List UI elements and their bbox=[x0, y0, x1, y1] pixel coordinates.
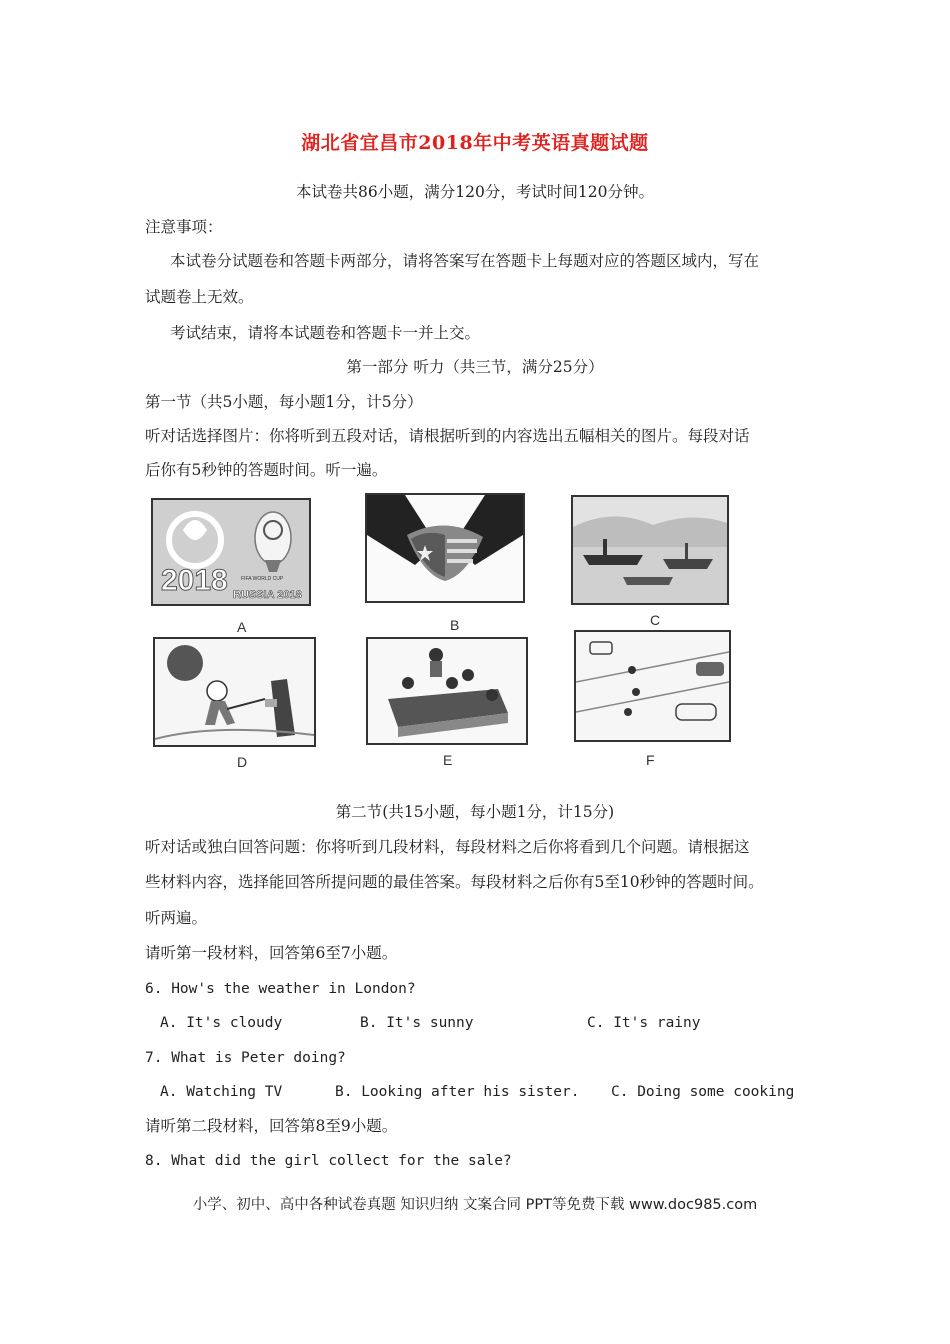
exam-intro: 本试卷共86小题，满分120分，考试时间120分钟。 bbox=[296, 183, 654, 201]
picture-b-label: B bbox=[450, 617, 460, 633]
river-boats-image bbox=[573, 497, 727, 603]
part1-heading: 第一部分 听力（共三节，满分25分） bbox=[346, 358, 604, 376]
page-footer: 小学、初中、高中各种试卷真题 知识归纳 文案合同 PPT等免费下载 www.doc985.com bbox=[192, 1197, 758, 1213]
question-7: 7. What is Peter doing? bbox=[145, 1050, 346, 1066]
picture-f-label: F bbox=[646, 752, 655, 768]
q6-option-c: C. It's rainy bbox=[587, 1015, 701, 1031]
q6-option-a: A. It's cloudy bbox=[160, 1015, 283, 1031]
q7-option-b: B. Looking after his sister. bbox=[335, 1084, 580, 1100]
section2-desc-b: 些材料内容，选择能回答所提问题的最佳答案。每段材料之后你有5至10秒钟的答题时间。 bbox=[145, 873, 764, 891]
picture-a bbox=[151, 498, 311, 606]
section2-heading: 第二节(共15小题，每小题1分，计15分) bbox=[335, 803, 615, 821]
notice-line-2: 考试结束，请将本试题卷和答题卡一并上交。 bbox=[170, 324, 481, 342]
street-crossing-image bbox=[576, 632, 729, 740]
picture-a-label: A bbox=[237, 619, 247, 635]
page-title: 湖北省宜昌市2018年中考英语真题试题 bbox=[301, 132, 649, 154]
picture-d bbox=[153, 637, 316, 747]
material-1-instruction: 请听第一段材料，回答第6至7小题。 bbox=[145, 944, 398, 962]
question-8: 8. What did the girl collect for the sale? bbox=[145, 1153, 512, 1169]
q6-option-b: B. It's sunny bbox=[360, 1015, 474, 1031]
picture-e-label: E bbox=[443, 752, 453, 768]
section2-desc-c: 听两遍。 bbox=[145, 909, 208, 927]
picture-d-label: D bbox=[237, 754, 248, 770]
logo-russia-text: RUSSIA 2018 bbox=[233, 589, 302, 601]
picture-c bbox=[571, 495, 729, 605]
picture-b bbox=[365, 493, 525, 603]
section1-heading: 第一节（共5小题，每小题1分，计5分） bbox=[145, 393, 423, 411]
notice-line-1b: 试题卷上无效。 bbox=[145, 288, 254, 306]
question-6: 6. How's the weather in London? bbox=[145, 981, 416, 997]
q7-option-a: A. Watching TV bbox=[160, 1084, 283, 1100]
cup-caption-text: FIFA WORLD CUP bbox=[241, 576, 284, 582]
handshake-flags-image bbox=[367, 495, 523, 601]
notice-line-1a: 本试卷分试题卷和答题卡两部分，请将答案写在答题卡上每题对应的答题区域内，写在 bbox=[170, 252, 760, 270]
material-2-instruction: 请听第二段材料，回答第8至9小题。 bbox=[145, 1117, 398, 1135]
picture-e bbox=[366, 637, 528, 745]
picture-f bbox=[574, 630, 731, 742]
notice-label: 注意事项： bbox=[145, 218, 223, 236]
section2-desc-a: 听对话或独白回答问题：你将听到几段材料，每段材料之后你将看到几个问题。请根据这 bbox=[145, 838, 750, 856]
world-cup-logo-image bbox=[153, 500, 309, 604]
logo-year-text: 2018 bbox=[161, 564, 228, 597]
cartoon-burden-image bbox=[155, 639, 314, 745]
section1-desc-b: 后你有5秒钟的答题时间。听一遍。 bbox=[145, 461, 388, 479]
picture-c-label: C bbox=[650, 612, 661, 628]
q7-option-c: C. Doing some cooking bbox=[611, 1084, 795, 1100]
kids-on-books-image bbox=[368, 639, 526, 743]
section1-desc-a: 听对话选择图片：你将听到五段对话，请根据听到的内容选出五幅相关的图片。每段对话 bbox=[145, 427, 750, 445]
